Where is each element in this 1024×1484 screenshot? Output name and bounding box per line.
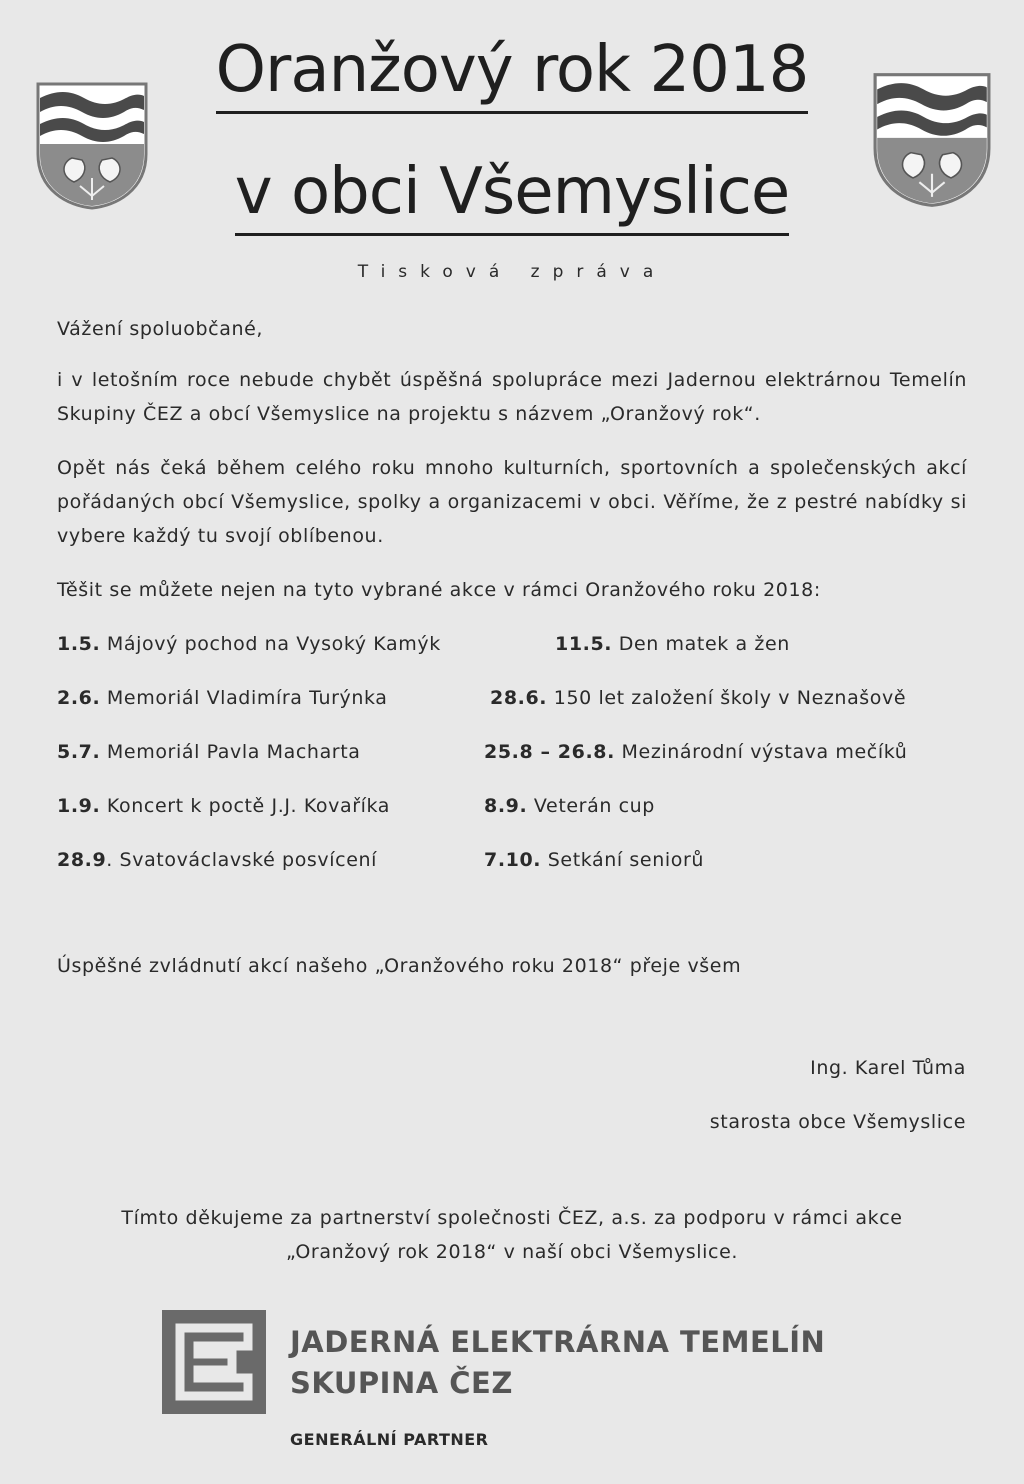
title-line-2 [0,155,1024,229]
logo-text-group: SKUPINA ČEZ [290,1366,513,1400]
event-item [57,740,361,764]
event-date: 28.9 [57,849,107,871]
title-line-1-text: Oranžový rok 2018 [216,33,809,114]
event-name: Veterán cup [533,795,655,817]
event-item [57,686,388,710]
event-name: Mezinárodní výstava mečíků [621,741,908,763]
thanks-line-2: „Oranžový rok 2018“ v naší obci Všemyslice. [285,1241,739,1263]
event-date: 8.9. [484,795,528,817]
paragraph-events-intro: Opět nás čeká během celého roku mnoho kulturních, sportovních a společenských akcí pořádaných obcí Všemyslice, spolky a organizacemi v obci. Věříme, že z pestré nabídky si vybere každý tu svojí oblíbenou. [57,457,967,547]
cez-logo-icon [162,1310,266,1414]
event-date: 1.5. [57,633,101,655]
title-line-1 [0,33,1024,107]
event-item [484,848,704,872]
event-name: Májový pochod na Vysoký Kamýk [106,633,441,655]
logo-text-plant: JADERNÁ ELEKTRÁRNA TEMELÍN [290,1325,826,1359]
event-name: . Svatováclavské posvícení [106,849,377,871]
event-date: 25.8 – 26.8. [484,741,615,763]
signature-role: starosta obce Všemyslice [709,1111,966,1133]
event-name: Memoriál Vladimíra Turýnka [106,687,388,709]
signature-name: Ing. Karel Tůma [810,1057,966,1079]
event-date: 28.6. [490,687,548,709]
event-name: Den matek a žen [618,633,790,655]
thanks-note [0,1201,1024,1269]
event-item [484,740,907,764]
event-item [57,794,390,818]
event-date: 5.7. [57,741,101,763]
event-name: Koncert k poctě J.J. Kovaříka [106,795,391,817]
thanks-line-1: Tímto děkujeme za partnerství společnosti ČEZ, a.s. za podporu v rámci akce [121,1207,903,1229]
event-name: Setkání seniorů [547,849,705,871]
closing-wish: Úspěšné zvládnutí akcí našeho „Oranžového roku 2018“ přeje všem [57,955,742,977]
subtitle: Tisková zpráva [357,262,667,282]
paragraph-list-intro: Těšit se můžete nejen na tyto vybrané akce v rámci Oranžového roku 2018: [57,579,821,601]
event-item [555,632,790,656]
event-date: 1.9. [57,795,101,817]
event-item [490,686,906,710]
event-item [57,848,377,872]
title-line-2-text: v obci Všemyslice [235,155,790,236]
logo-text-partner: GENERÁLNÍ PARTNER [290,1430,489,1449]
event-name: 150 let založení školy v Neznašově [553,687,907,709]
event-date: 7.10. [484,849,542,871]
event-name: Memoriál Pavla Macharta [106,741,361,763]
event-date: 2.6. [57,687,101,709]
event-item [484,794,655,818]
paragraph-intro: i v letošním roce nebude chybět úspěšná spolupráce mezi Jadernou elektrárnou Temelín Skupiny ČEZ a obcí Všemyslice na projektu s názvem „Oranžový rok“. [57,369,967,425]
greeting: Vážení spoluobčané, [57,318,264,340]
event-item [57,632,441,656]
event-date: 11.5. [555,633,613,655]
